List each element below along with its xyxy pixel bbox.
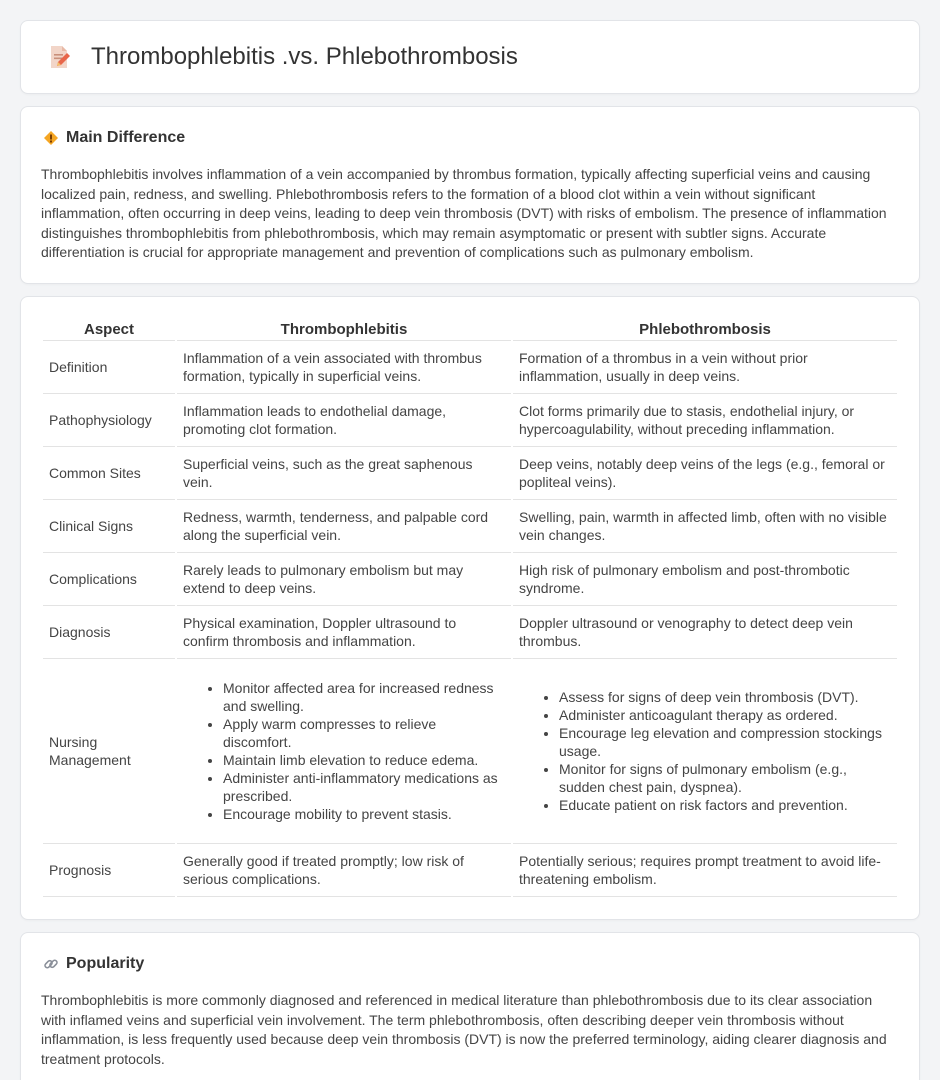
row-phlebothrombosis: Potentially serious; requires prompt treatment to avoid life-threatening embolism. [513, 844, 897, 897]
main-difference-card [20, 106, 920, 284]
header-thrombophlebitis: Thrombophlebitis [177, 317, 511, 341]
table-row [43, 341, 897, 394]
main-difference-title: Main Difference [66, 129, 186, 146]
list-item: • Apply warm compresses to relieve discomfort. [223, 715, 505, 751]
table-row [43, 553, 897, 606]
row-aspect: Clinical Signs [43, 500, 175, 553]
row-phlebothrombosis: Clot forms primarily due to stasis, endothelial injury, or hypercoagulability, without preceding inflammation. [513, 394, 897, 447]
row-aspect: Prognosis [43, 844, 175, 897]
row-aspect: Common Sites [43, 447, 175, 500]
row-phlebothrombosis: Deep veins, notably deep veins of the legs (e.g., femoral or popliteal veins). [513, 447, 897, 500]
document-edit-icon [45, 43, 73, 71]
row-thrombophlebitis: Generally good if treated promptly; low risk of serious complications. [177, 844, 511, 897]
row-phlebothrombosis [513, 659, 897, 844]
row-aspect: Pathophysiology [43, 394, 175, 447]
popularity-text: Thrombophlebitis is more commonly diagnosed and referenced in medical literature than phlebothrombosis due to its clear association with inflamed veins and superficial vein involvement. The term phlebothrombosis, often describing deeper vein thrombosis without inflammation, is less frequently used because deep vein thrombosis (DVT) is now the preferred terminology, aiding clearer diagnosis and treatment protocols. [41, 992, 887, 1067]
list-item: • Educate patient on risk factors and prevention. [559, 796, 891, 814]
list-item: • Administer anticoagulant therapy as ordered. [559, 706, 891, 724]
table-row [43, 447, 897, 500]
table-row [43, 659, 897, 844]
row-aspect: Nursing Management [43, 659, 175, 844]
row-aspect: Diagnosis [43, 606, 175, 659]
list-item: • Monitor for signs of pulmonary embolism (e.g., sudden chest pain, dyspnea). [559, 760, 891, 796]
row-thrombophlebitis [177, 659, 511, 844]
row-thrombophlebitis: Superficial veins, such as the great saphenous vein. [177, 447, 511, 500]
main-difference-text: Thrombophlebitis involves inflammation of a vein accompanied by thrombus formation, typically affecting superficial veins and causing localized pain, redness, and swelling. Phlebothrombosis refers to the formation of a blood clot within a vein without significant inflammation, often occurring in deep veins, leading to deep vein thrombosis (DVT) with risks of embolism. The presence of inflammation distinguishes thrombophlebitis from phlebothrombosis, which may remain asymptomatic or present with subtler signs. Accurate differentiation is crucial for appropriate management and prevention of complications such as pulmonary embolism. [41, 166, 887, 261]
row-thrombophlebitis: Inflammation leads to endothelial damage, promoting clot formation. [177, 394, 511, 447]
list-item: • Maintain limb elevation to reduce edema. [223, 751, 505, 769]
table-row [43, 844, 897, 897]
nursing-list-thrombophlebitis [183, 679, 505, 823]
table-row [43, 500, 897, 553]
nursing-list-phlebothrombosis [519, 688, 891, 814]
diamond-warning-icon [43, 130, 59, 146]
row-phlebothrombosis: Swelling, pain, warmth in affected limb, often with no visible vein changes. [513, 500, 897, 553]
row-aspect: Definition [43, 341, 175, 394]
comparison-table-card [20, 296, 920, 920]
list-item: • Encourage leg elevation and compression stockings usage. [559, 724, 891, 760]
row-thrombophlebitis: Rarely leads to pulmonary embolism but may extend to deep veins. [177, 553, 511, 606]
row-thrombophlebitis: Physical examination, Doppler ultrasound to confirm thrombosis and inflammation. [177, 606, 511, 659]
list-item: • Monitor affected area for increased redness and swelling. [223, 679, 505, 715]
link-icon [43, 956, 59, 972]
list-item: • Assess for signs of deep vein thrombosis (DVT). [559, 688, 891, 706]
row-thrombophlebitis: Inflammation of a vein associated with thrombus formation, typically in superficial veins. [177, 341, 511, 394]
list-item: • Administer anti-inflammatory medications as prescribed. [223, 769, 505, 805]
page-title: Thrombophlebitis .vs. Phlebothrombosis [91, 43, 518, 70]
title-card [20, 20, 920, 94]
row-thrombophlebitis: Redness, warmth, tenderness, and palpable cord along the superficial vein. [177, 500, 511, 553]
popularity-card [20, 932, 920, 1080]
row-phlebothrombosis: Doppler ultrasound or venography to detect deep vein thrombus. [513, 606, 897, 659]
row-phlebothrombosis: High risk of pulmonary embolism and post-thrombotic syndrome. [513, 553, 897, 606]
table-row [43, 606, 897, 659]
row-aspect: Complications [43, 553, 175, 606]
table-row [43, 394, 897, 447]
header-aspect: Aspect [43, 317, 175, 341]
header-phlebothrombosis: Phlebothrombosis [513, 317, 897, 341]
list-item: • Encourage mobility to prevent stasis. [223, 805, 505, 823]
comparison-table [41, 317, 899, 897]
popularity-title: Popularity [66, 955, 145, 972]
row-phlebothrombosis: Formation of a thrombus in a vein without prior inflammation, usually in deep veins. [513, 341, 897, 394]
